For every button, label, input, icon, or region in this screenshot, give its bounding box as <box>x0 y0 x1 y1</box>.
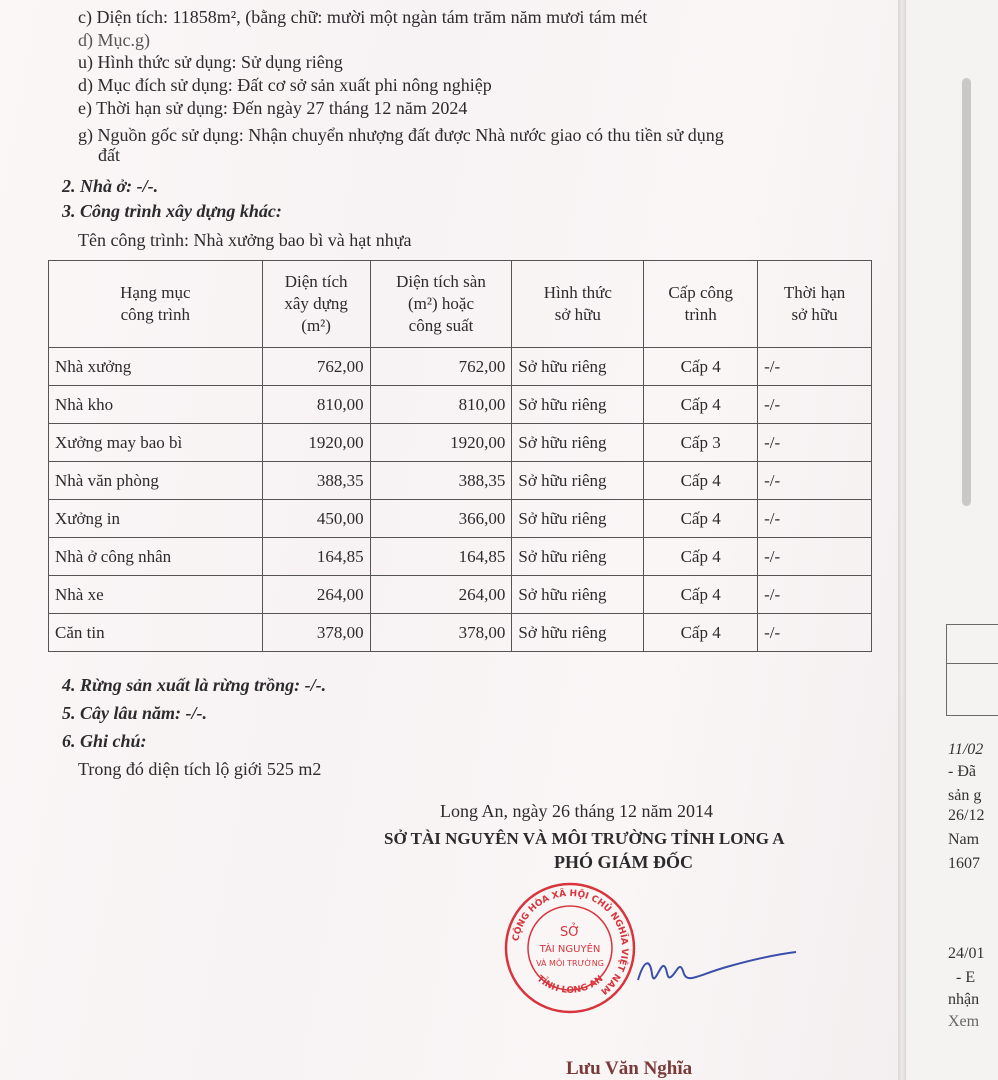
table-row <box>49 348 872 386</box>
notes-text: Trong đó diện tích lộ giới 525 m2 <box>78 759 322 779</box>
cell-floor: 1920,00 <box>370 424 512 462</box>
col-header-build-area: Diện tích xây dựng (m²) <box>262 261 370 348</box>
cell-term: -/- <box>758 538 872 576</box>
svg-text:TỈNH LONG AN <box>535 974 606 996</box>
col-header-item: Hạng mục công trình <box>49 261 263 348</box>
cell-term: -/- <box>758 614 872 652</box>
table-row <box>49 614 872 652</box>
table-row <box>49 424 872 462</box>
cell-term: -/- <box>758 462 872 500</box>
cell-term: -/- <box>758 348 872 386</box>
cell-name: Xưởng may bao bì <box>49 424 263 462</box>
cell-area: 388,35 <box>262 462 370 500</box>
line-usage-purpose: d) Mục đích sử dụng: Đất cơ sở sản xuất phi nông nghiệp <box>78 75 492 95</box>
works-table <box>48 260 872 652</box>
section-planted-forest: 4. Rừng sản xuất là rừng trồng: -/-. <box>62 675 327 695</box>
signer-title: PHÓ GIÁM ĐỐC <box>554 852 693 872</box>
adjacent-text: 26/12 <box>948 807 985 824</box>
cell-name: Nhà ở công nhân <box>49 538 263 576</box>
table-row <box>49 386 872 424</box>
line-area: c) Diện tích: 11858m², (bằng chữ: mười một ngàn tám trăm năm mươi tám mét <box>78 7 648 27</box>
adjacent-text: 1607 <box>948 855 980 872</box>
cell-floor: 762,00 <box>370 348 512 386</box>
section-house: 2. Nhà ở: -/-. <box>62 176 159 196</box>
cell-name: Nhà kho <box>49 386 263 424</box>
cell-term: -/- <box>758 386 872 424</box>
cell-grade: Cấp 3 <box>644 424 758 462</box>
cell-ownership: Sở hữu riêng <box>512 424 644 462</box>
cell-area: 164,85 <box>262 538 370 576</box>
cell-floor: 378,00 <box>370 614 512 652</box>
cell-floor: 164,85 <box>370 538 512 576</box>
line-origin: g) Nguồn gốc sử dụng: Nhận chuyển nhượng đất được Nhà nước giao có thu tiền sử dụng <box>78 125 724 145</box>
cell-ownership: Sở hữu riêng <box>512 348 644 386</box>
cell-ownership: Sở hữu riêng <box>512 538 644 576</box>
seal-ring-text: CỘNG HÒA XÃ HỘI CHỦ NGHĨA VIỆT NAM <box>511 888 630 996</box>
adjacent-page-box <box>946 624 998 716</box>
cell-term: -/- <box>758 500 872 538</box>
col-header-ownership: Hình thức sở hữu <box>512 261 644 348</box>
cell-area: 378,00 <box>262 614 370 652</box>
cell-grade: Cấp 4 <box>644 386 758 424</box>
cell-area: 762,00 <box>262 348 370 386</box>
adjacent-text: 11/02 <box>948 741 984 758</box>
handwritten-signature <box>630 930 800 1000</box>
cell-name: Nhà văn phòng <box>49 462 263 500</box>
cell-area: 810,00 <box>262 386 370 424</box>
seal-center-2: TÀI NGUYÊN <box>539 944 601 955</box>
cell-grade: Cấp 4 <box>644 500 758 538</box>
cell-name: Căn tin <box>49 614 263 652</box>
line-usage-form: u) Hình thức sử dụng: Sử dụng riêng <box>78 52 343 72</box>
cell-area: 450,00 <box>262 500 370 538</box>
cell-floor: 810,00 <box>370 386 512 424</box>
cell-grade: Cấp 4 <box>644 576 758 614</box>
issuing-agency: SỞ TÀI NGUYÊN VÀ MÔI TRƯỜNG TỈNH LONG A <box>384 829 785 848</box>
cell-term: -/- <box>758 576 872 614</box>
official-seal <box>502 880 638 1016</box>
adjacent-text: - Đã <box>948 763 976 780</box>
adjacent-text: Nam <box>948 831 980 848</box>
adjacent-page <box>906 0 998 1080</box>
adjacent-text: nhận <box>948 991 980 1008</box>
cell-name: Nhà xưởng <box>49 348 263 386</box>
works-name: Tên công trình: Nhà xưởng bao bì và hạt nhựa <box>78 230 412 250</box>
table-header-row <box>49 261 872 348</box>
line-origin-cont: đất <box>98 145 120 165</box>
cell-ownership: Sở hữu riêng <box>512 614 644 652</box>
seal-center-3: VÀ MÔI TRƯỜNG <box>536 959 604 968</box>
cell-grade: Cấp 4 <box>644 348 758 386</box>
section-notes: 6. Ghi chú: <box>62 731 147 751</box>
seal-bottom-text: TỈNH LONG AN <box>534 974 606 996</box>
section-other-works: 3. Công trình xây dựng khác: <box>62 201 282 221</box>
cell-term: -/- <box>758 424 872 462</box>
adjacent-text: 24/01 <box>948 945 985 962</box>
table-row <box>49 538 872 576</box>
col-header-floor-area: Diện tích sàn (m²) hoặc công suất <box>370 261 512 348</box>
adjacent-text: - E <box>948 969 976 986</box>
cell-floor: 264,00 <box>370 576 512 614</box>
cell-ownership: Sở hữu riêng <box>512 576 644 614</box>
cell-floor: 366,00 <box>370 500 512 538</box>
cell-grade: Cấp 4 <box>644 614 758 652</box>
col-header-term: Thời hạn sở hữu <box>758 261 872 348</box>
cell-grade: Cấp 4 <box>644 462 758 500</box>
cell-ownership: Sở hữu riêng <box>512 500 644 538</box>
cell-name: Nhà xe <box>49 576 263 614</box>
col-header-grade: Cấp công trình <box>644 261 758 348</box>
cell-area: 1920,00 <box>262 424 370 462</box>
adjacent-text: Xem <box>948 1013 980 1030</box>
cell-area: 264,00 <box>262 576 370 614</box>
scrollbar[interactable] <box>962 78 971 506</box>
adjacent-text: sản g <box>948 787 982 804</box>
issue-date: Long An, ngày 26 tháng 12 năm 2014 <box>440 801 713 821</box>
table-row <box>49 462 872 500</box>
table-row <box>49 500 872 538</box>
section-perennial: 5. Cây lâu năm: -/-. <box>62 703 208 723</box>
table-row <box>49 576 872 614</box>
signer-name: Lưu Văn Nghĩa <box>566 1058 693 1079</box>
cell-ownership: Sở hữu riêng <box>512 386 644 424</box>
cell-grade: Cấp 4 <box>644 538 758 576</box>
cell-floor: 388,35 <box>370 462 512 500</box>
cell-name: Xưởng in <box>49 500 263 538</box>
line-partial: ɗ) Mục.g) <box>78 30 150 50</box>
cell-ownership: Sở hữu riêng <box>512 462 644 500</box>
seal-center-1: SỞ <box>559 925 581 940</box>
line-usage-term: e) Thời hạn sử dụng: Đến ngày 27 tháng 12 năm 2024 <box>78 98 468 118</box>
